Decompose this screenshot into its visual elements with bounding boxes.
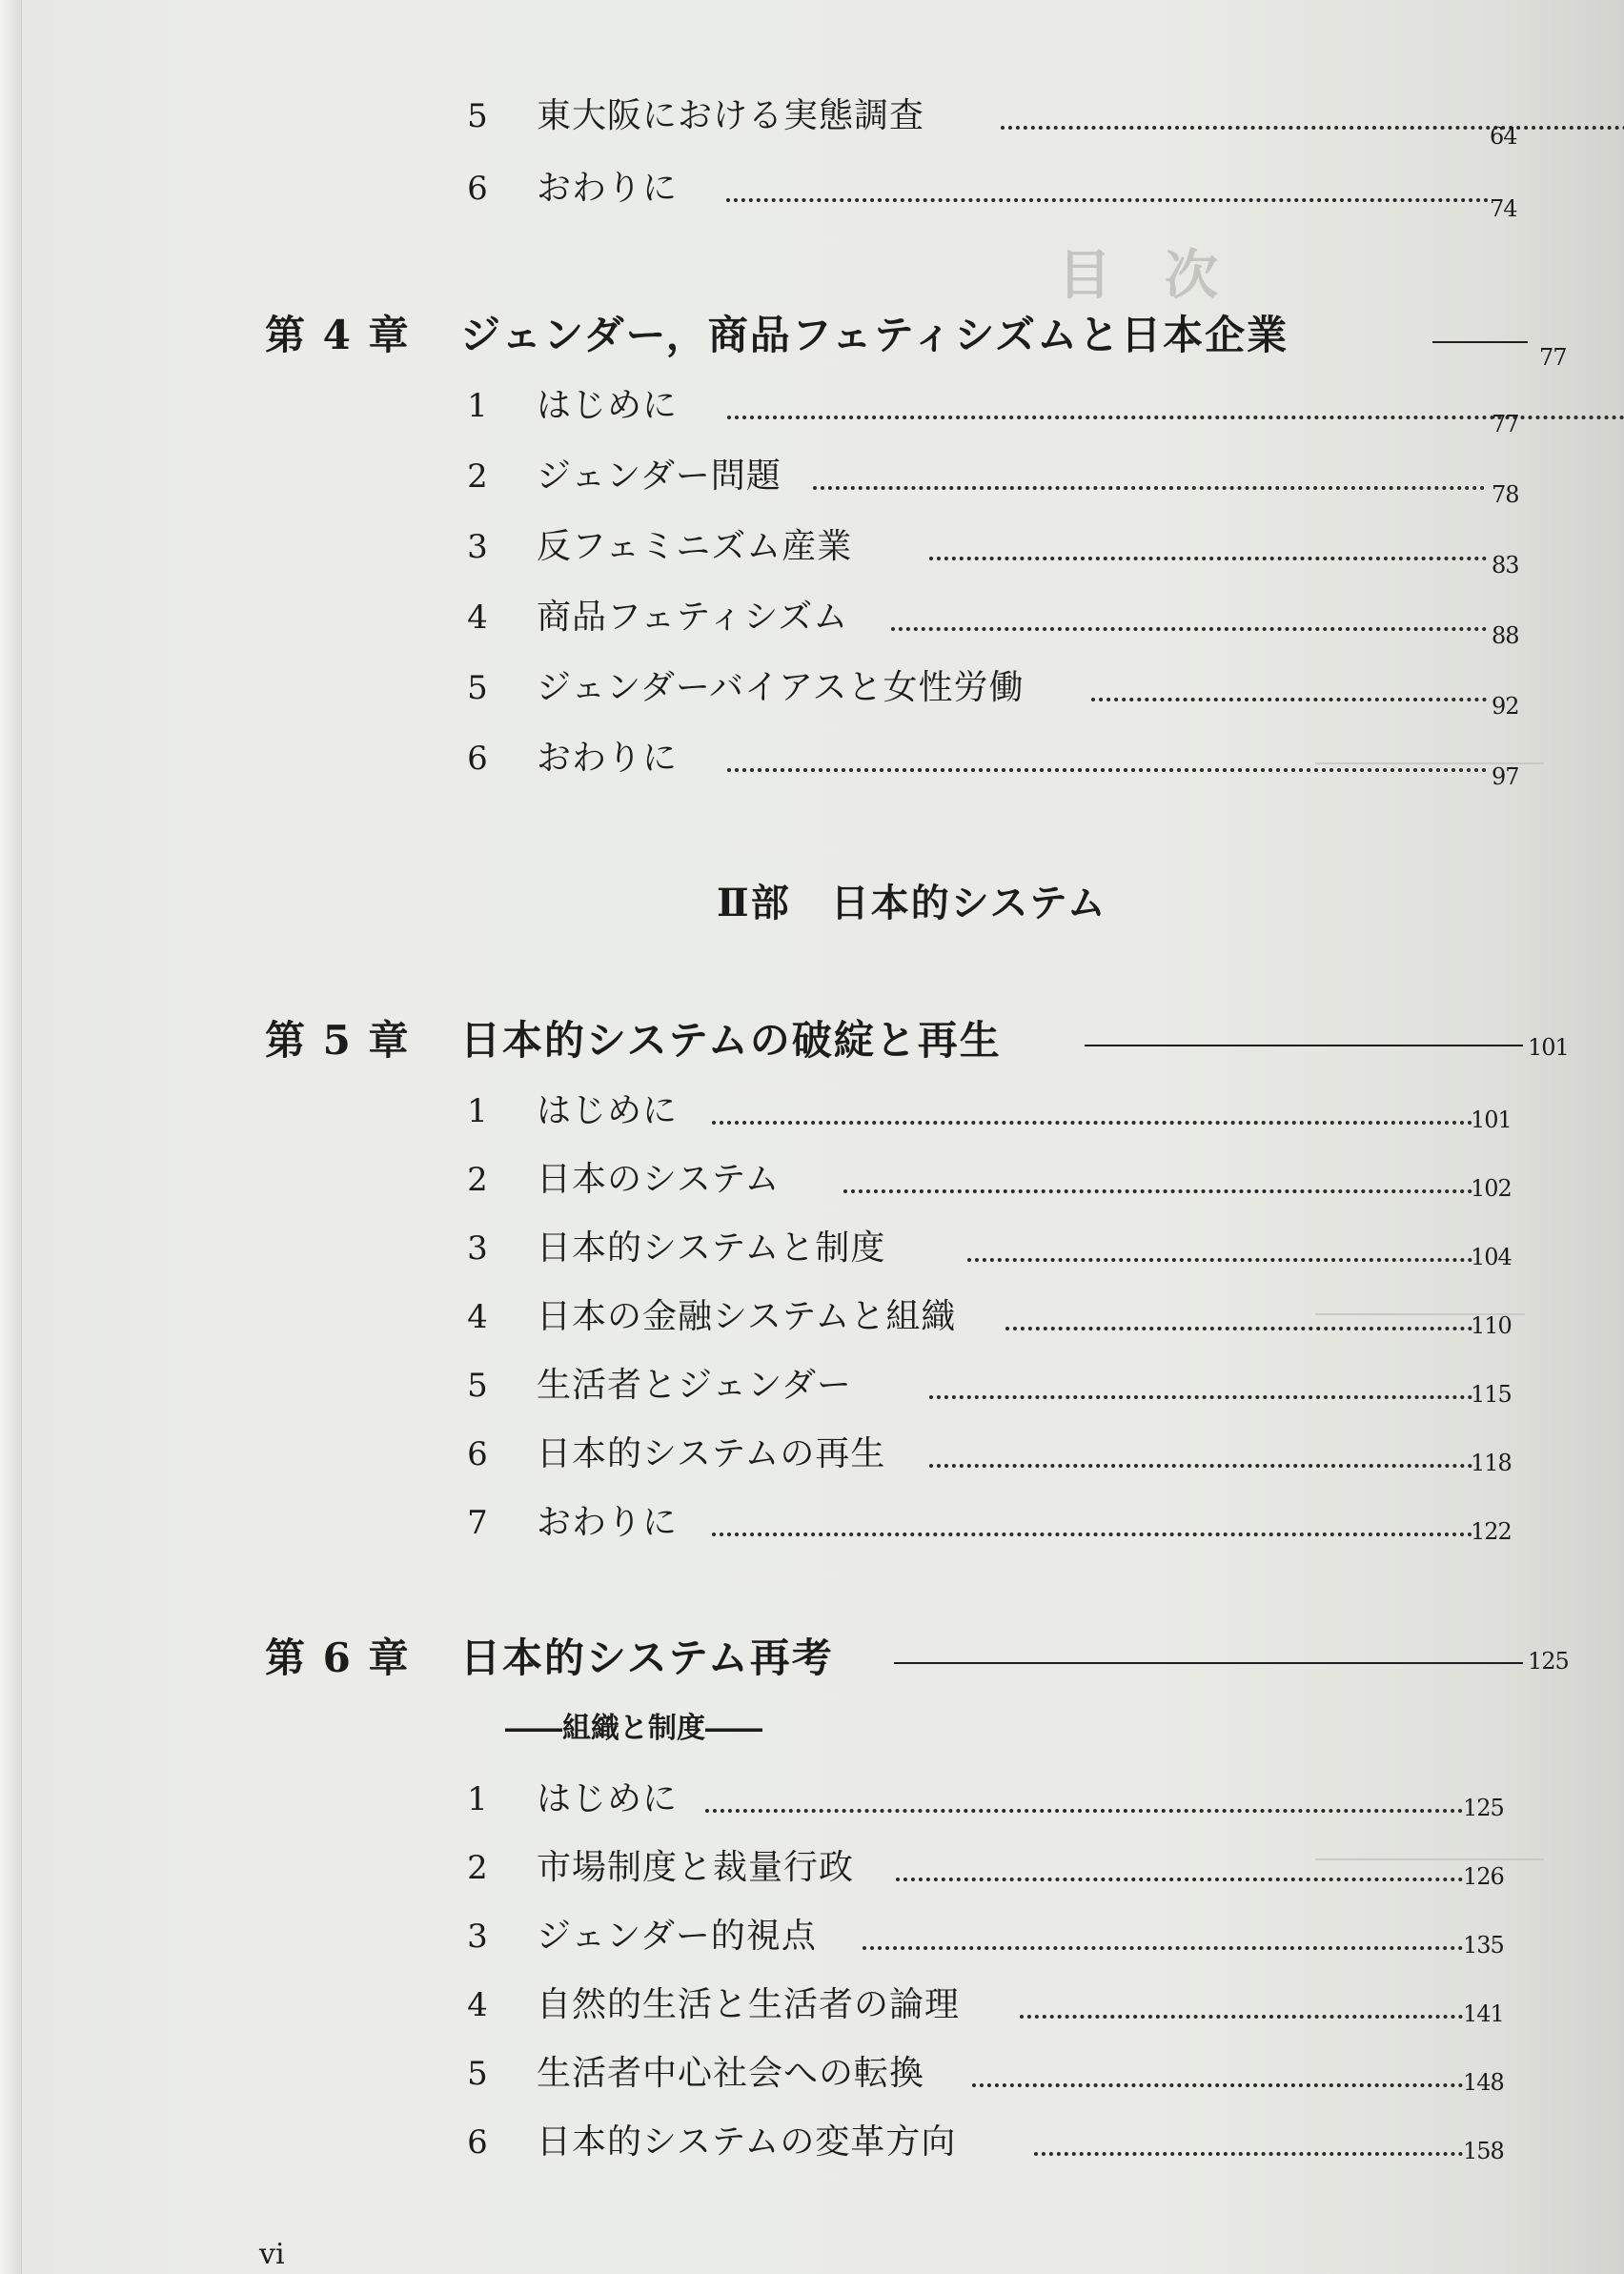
- page-number: 126: [1463, 1863, 1504, 1890]
- page-number: 83: [1492, 552, 1519, 579]
- section-number: 5: [467, 97, 488, 135]
- toc-entry[interactable]: [462, 452, 1519, 508]
- dot-leader: [727, 768, 1487, 772]
- toc-entry[interactable]: [462, 593, 1519, 649]
- toc-entry[interactable]: [462, 1498, 1511, 1548]
- section-number: 4: [467, 599, 488, 637]
- section-title: おわりに: [537, 1503, 679, 1542]
- section-title: ジェンダー問題: [537, 457, 782, 496]
- section-title: 自然的生活と生活者の論理: [537, 1985, 961, 2024]
- toc-entry[interactable]: [462, 381, 1519, 437]
- section-number: 1: [467, 387, 488, 425]
- page-number: 92: [1492, 693, 1519, 720]
- section-title: 生活者とジェンダー: [537, 1366, 852, 1405]
- toc-entry[interactable]: [462, 1155, 1511, 1205]
- toc-entry[interactable]: [462, 1292, 1511, 1342]
- dot-leader: [972, 2083, 1463, 2087]
- page-number: 97: [1492, 763, 1519, 790]
- section-title: 商品フェティシズム: [537, 598, 849, 637]
- section-title: 日本の金融システムと組織: [537, 1297, 957, 1336]
- page-number: 125: [1463, 1795, 1504, 1821]
- dot-leader: [726, 198, 1489, 202]
- dot-leader: [705, 1809, 1463, 1813]
- section-title: 日本的システムの再生: [537, 1434, 886, 1473]
- chapter-heading[interactable]: [265, 1010, 1569, 1071]
- section-title: はじめに: [537, 386, 679, 425]
- toc-entry[interactable]: [462, 1912, 1511, 1961]
- toc-entry[interactable]: [462, 1775, 1511, 1824]
- section-title: はじめに: [537, 1779, 679, 1818]
- section-title: 生活者中心社会への転換: [537, 2054, 925, 2093]
- toc-entry[interactable]: [462, 1843, 1511, 1893]
- dot-leader: [863, 1946, 1463, 1950]
- show-through: 目 次: [1058, 244, 1218, 307]
- dot-leader: [1091, 698, 1487, 701]
- toc-entry[interactable]: [462, 164, 1517, 222]
- section-title: おわりに: [537, 739, 679, 778]
- page-number: 135: [1463, 1932, 1504, 1959]
- section-number: 2: [467, 1849, 488, 1887]
- toc-entry[interactable]: [462, 1430, 1511, 1479]
- toc-entry[interactable]: [462, 734, 1519, 790]
- dot-leader: [813, 486, 1485, 490]
- section-number: 3: [467, 1918, 488, 1956]
- chapter-heading[interactable]: [265, 305, 1567, 371]
- section-number: 6: [467, 1435, 488, 1473]
- chapter-subtitle: ――組織と制度――: [505, 1712, 762, 1745]
- dot-leader: [1020, 2015, 1463, 2019]
- section-number: 1: [467, 1092, 488, 1130]
- toc-entry[interactable]: [462, 91, 1517, 150]
- chapter-page-number: 125: [1528, 1648, 1569, 1675]
- chapter-label: 第 6 章: [265, 1634, 411, 1681]
- page-number: 141: [1463, 2000, 1504, 2027]
- section-number: 4: [467, 1986, 488, 2024]
- section-number: 5: [467, 669, 488, 707]
- section-number: 6: [467, 170, 488, 208]
- toc-entry[interactable]: [462, 1224, 1511, 1273]
- chapter-label: 第 4 章: [265, 312, 411, 358]
- page-number: 74: [1490, 195, 1517, 222]
- dot-leader: [843, 1189, 1472, 1193]
- dot-leader: [896, 1878, 1463, 1881]
- page-number: 122: [1471, 1518, 1512, 1545]
- section-title: 東大阪における実態調査: [537, 96, 925, 135]
- section-number: 3: [467, 1229, 488, 1268]
- chapter-rule: [1085, 1045, 1523, 1046]
- section-title: 日本のシステム: [537, 1160, 781, 1199]
- page-number: 110: [1471, 1312, 1512, 1339]
- chapter-page-number: 77: [1539, 344, 1567, 371]
- page-edge: [0, 0, 22, 2274]
- dot-leader: [967, 1258, 1472, 1262]
- page-folio: vi: [259, 2238, 285, 2271]
- page-number: 77: [1492, 411, 1519, 437]
- section-number: 2: [467, 457, 488, 496]
- page-number: 78: [1492, 481, 1519, 508]
- section-title: 市場制度と裁量行政: [537, 1848, 855, 1887]
- section-number: 1: [467, 1780, 488, 1818]
- chapter-page-number: 101: [1528, 1034, 1569, 1061]
- page-number: 115: [1471, 1381, 1512, 1408]
- section-title: ジェンダー的視点: [537, 1917, 817, 1956]
- dot-leader: [929, 1464, 1472, 1468]
- chapter-title: ジェンダー，商品フェティシズムと日本企業: [460, 312, 1289, 358]
- dot-leader: [929, 557, 1487, 560]
- toc-entry[interactable]: [462, 663, 1519, 720]
- dot-leader: [1001, 126, 1624, 130]
- section-title: ジェンダーバイアスと女性労働: [537, 668, 1025, 707]
- section-title: 日本的システムと制度: [537, 1228, 886, 1268]
- chapter-label: 第 5 章: [265, 1017, 411, 1064]
- dot-leader: [727, 416, 1624, 419]
- page-number: 104: [1471, 1244, 1512, 1270]
- toc-entry[interactable]: [462, 522, 1519, 579]
- toc-entry[interactable]: [462, 2049, 1511, 2099]
- section-number: 6: [467, 740, 488, 778]
- section-number: 5: [467, 2055, 488, 2093]
- page-number: 101: [1471, 1107, 1512, 1133]
- part-title[interactable]: Ⅱ部 日本的システム: [717, 881, 1107, 925]
- dot-leader: [891, 627, 1487, 631]
- section-number: 3: [467, 528, 488, 566]
- page-number: 158: [1463, 2138, 1504, 2164]
- section-title: 日本的システムの変革方向: [537, 2122, 957, 2162]
- toc-entry[interactable]: [462, 2118, 1511, 2167]
- dot-leader: [712, 1533, 1472, 1536]
- toc-entry[interactable]: [462, 1086, 1511, 1136]
- section-number: 7: [467, 1504, 488, 1542]
- section-number: 2: [467, 1161, 488, 1199]
- page-number: 64: [1490, 123, 1517, 150]
- page-number: 118: [1471, 1450, 1512, 1476]
- section-number: 5: [467, 1367, 488, 1405]
- section-title: 反フェミニズム産業: [537, 527, 853, 566]
- page-number: 88: [1492, 622, 1519, 649]
- toc-entry[interactable]: [462, 1361, 1511, 1411]
- chapter-title: 日本的システムの破綻と再生: [460, 1017, 1002, 1064]
- toc-entry[interactable]: [462, 1980, 1511, 2030]
- dot-leader: [712, 1121, 1472, 1125]
- dot-leader: [929, 1395, 1472, 1399]
- section-title: おわりに: [537, 169, 679, 208]
- section-number: 4: [467, 1298, 488, 1336]
- dot-leader: [1034, 2152, 1463, 2156]
- section-number: 6: [467, 2123, 488, 2162]
- page-number: 148: [1463, 2069, 1504, 2096]
- chapter-heading[interactable]: [265, 1628, 1569, 1689]
- chapter-rule: [894, 1662, 1523, 1664]
- chapter-title: 日本的システム再考: [460, 1634, 834, 1681]
- page-number: 102: [1471, 1175, 1512, 1202]
- section-title: はじめに: [537, 1091, 679, 1130]
- dot-leader: [1005, 1327, 1472, 1330]
- chapter-rule: [1432, 341, 1528, 343]
